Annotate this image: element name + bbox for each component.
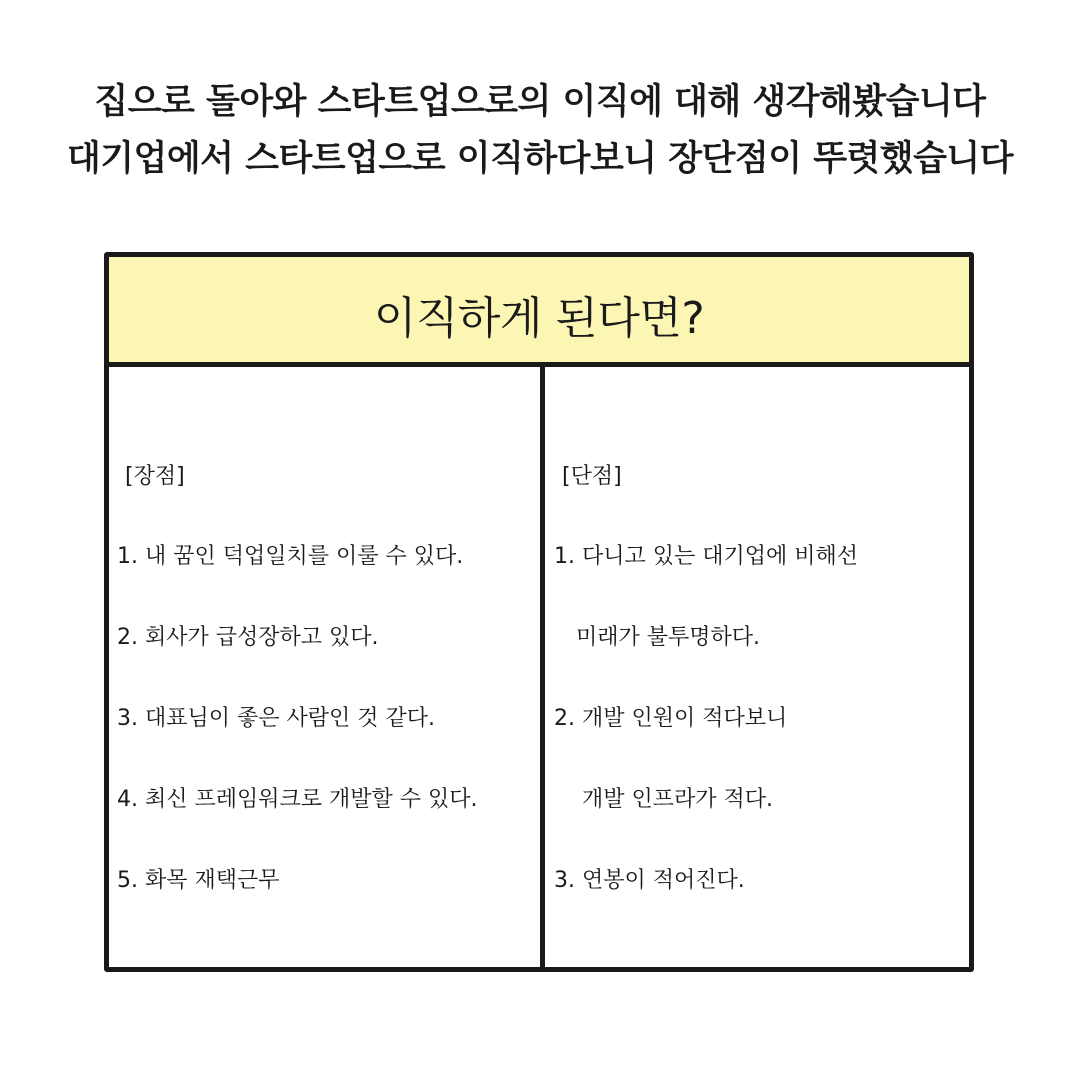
table-header: [109, 257, 969, 367]
pros-item: 4. 최신 프레임워크로 개발할 수 있다.: [117, 787, 478, 812]
cons-heading: [단점]: [562, 464, 622, 489]
pros-heading: [장점]: [125, 464, 185, 489]
pros-column: [117, 367, 537, 967]
column-divider: [540, 367, 545, 967]
cons-item: 1. 다니고 있는 대기업에 비해선: [554, 544, 858, 569]
cons-item-continuation: 미래가 불투명하다.: [576, 625, 761, 650]
intro-line-2: 대기업에서 스타트업으로 이직하다보니 장단점이 뚜렷했습니다: [66, 139, 1014, 179]
pros-item: 5. 화목 재택근무: [117, 868, 280, 893]
cons-item: 3. 연봉이 적어진다.: [554, 868, 745, 893]
intro-text: [0, 74, 1080, 188]
table-title: 이직하게 된다면?: [373, 292, 705, 344]
pros-item: 1. 내 꿈인 덕업일치를 이룰 수 있다.: [117, 544, 464, 569]
cons-column: [554, 367, 964, 967]
cons-item: 2. 개발 인원이 적다보니: [554, 706, 788, 731]
cons-item-continuation: 개발 인프라가 적다.: [582, 787, 773, 812]
pros-item: 3. 대표님이 좋은 사람인 것 같다.: [117, 706, 435, 731]
pros-cons-table: [104, 252, 974, 972]
intro-line-1: 집으로 돌아와 스타트업으로의 이직에 대해 생각해봤습니다: [94, 82, 986, 122]
pros-item: 2. 회사가 급성장하고 있다.: [117, 625, 379, 650]
